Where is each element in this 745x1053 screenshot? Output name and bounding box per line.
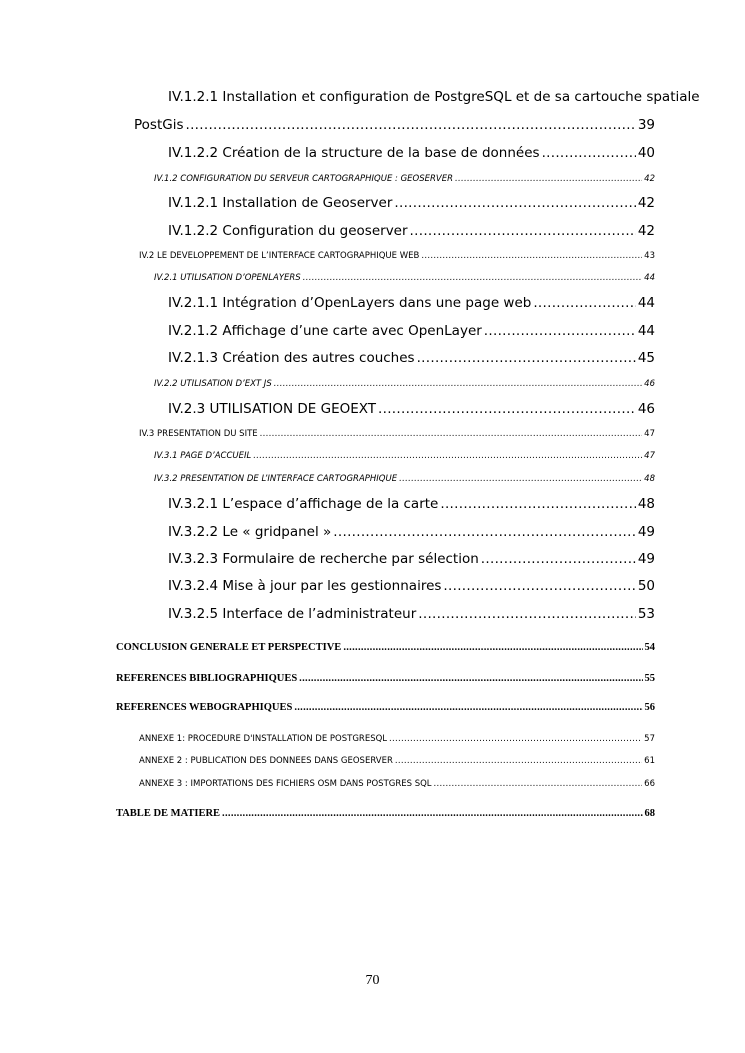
leader-dots	[395, 756, 642, 766]
toc-entry-page: 42	[644, 174, 655, 184]
toc-entry-page: 45	[637, 350, 655, 366]
toc-entry-title: IV.3.2.3 Formulaire de recherche par sélection	[168, 551, 479, 567]
toc-entry-page: 48	[637, 496, 655, 512]
toc-entry-title: IV.1.2.2 Création de la structure de la base de données	[168, 145, 540, 161]
toc-entry-page: 55	[644, 673, 655, 684]
toc-entry-title: IV.1.2 CONFIGURATION DU SERVEUR CARTOGRAPHIQUE : GEOSERVER	[154, 174, 453, 184]
leader-dots	[394, 195, 635, 211]
toc-entry[interactable]	[139, 734, 655, 744]
toc-entry-page: 46	[637, 401, 655, 417]
leader-dots	[481, 551, 636, 567]
toc-entry-title: IV.1.2.1 Installation de Geoserver	[168, 195, 393, 211]
toc-entry[interactable]	[168, 195, 655, 211]
toc-entry-postgresql-line1: IV.1.2.1 Installation et configuration de PostgreSQL et de sa cartouche spatiale	[168, 89, 700, 105]
toc-entry[interactable]	[154, 474, 655, 484]
toc-entry-title: IV.3.2.1 L’espace d’affichage de la carte	[168, 496, 439, 512]
toc-entry-page: 57	[644, 734, 655, 744]
toc-entry-page: 54	[644, 642, 655, 653]
toc-entry-page: 56	[644, 702, 655, 713]
toc-entry-page: 43	[644, 251, 655, 261]
leader-dots	[260, 429, 643, 439]
leader-dots	[533, 295, 635, 311]
toc-entry-page: 48	[644, 474, 655, 484]
toc-entry[interactable]	[168, 295, 655, 311]
leader-dots	[274, 379, 642, 389]
leader-dots	[389, 734, 642, 744]
toc-entry-page: 68	[644, 808, 655, 819]
toc-entry-title: IV.2.1.1 Intégration d’OpenLayers dans une page web	[168, 295, 532, 311]
toc-entry-title: ANNEXE 2 : PUBLICATION DES DONNEES DANS GEOSERVER	[139, 756, 393, 766]
leader-dots	[455, 174, 642, 184]
toc-entry[interactable]	[168, 145, 655, 161]
leader-dots	[443, 578, 635, 594]
toc-entry[interactable]	[168, 401, 655, 417]
toc-entry-title: CONCLUSION GENERALE ET PERSPECTIVE	[116, 642, 342, 653]
leader-dots	[410, 223, 636, 239]
toc-entry[interactable]	[154, 273, 655, 283]
leader-dots	[542, 145, 636, 161]
toc-entry[interactable]	[139, 429, 655, 439]
toc-entry[interactable]	[154, 174, 655, 184]
toc-entry-page: 49	[637, 524, 655, 540]
toc-entry-title: PostGis	[134, 117, 184, 133]
leader-dots	[222, 808, 642, 819]
toc-entry-title: IV.1.2.2 Configuration du geoserver	[168, 223, 408, 239]
toc-entry[interactable]	[154, 451, 655, 461]
leader-dots	[418, 606, 636, 622]
leader-dots	[440, 496, 635, 512]
leader-dots	[378, 401, 636, 417]
toc-entry-page: 47	[644, 429, 655, 439]
toc-entry-page: 42	[637, 195, 655, 211]
toc-entry-page: 66	[644, 779, 655, 789]
toc-entry-page: 47	[644, 451, 655, 461]
toc-entry[interactable]	[168, 551, 655, 567]
leader-dots	[417, 350, 636, 366]
toc-entry-page: 50	[637, 578, 655, 594]
toc-entry-page: 49	[637, 551, 655, 567]
toc-entry[interactable]	[116, 702, 655, 713]
leader-dots	[399, 474, 642, 484]
toc-entry-title: IV.3.2.5 Interface de l’administrateur	[168, 606, 417, 622]
toc-entry[interactable]	[168, 496, 655, 512]
toc-entry[interactable]	[116, 808, 655, 819]
toc-entry[interactable]	[116, 642, 655, 653]
toc-entry-title: TABLE DE MATIERE	[116, 808, 221, 819]
leader-dots	[333, 524, 636, 540]
toc-entry-title: IV.2 LE DEVELOPPEMENT DE L’INTERFACE CARTOGRAPHIQUE WEB	[139, 251, 420, 261]
toc-entry[interactable]	[168, 223, 655, 239]
toc-entry[interactable]	[139, 756, 655, 766]
toc-entry-title: ANNEXE 3 : IMPORTATIONS DES FICHIERS OSM DANS POSTGRES SQL	[139, 779, 432, 789]
toc-entry[interactable]	[154, 379, 655, 389]
page-number: 70	[365, 973, 380, 988]
toc-entry-title: IV.3.2 PRESENTATION DE L’INTERFACE CARTOGRAPHIQUE	[154, 474, 398, 484]
toc-entry[interactable]	[116, 673, 655, 684]
toc-entry-title: IV.2.1.2 Affichage d’une carte avec OpenLayer	[168, 323, 482, 339]
toc-entry[interactable]	[168, 524, 655, 540]
toc-entry-title: IV.2.1.3 Création des autres couches	[168, 350, 415, 366]
toc-entry-page: 46	[644, 379, 655, 389]
toc-entry-title: IV.3 PRESENTATION DU SITE	[139, 429, 258, 439]
toc-entry[interactable]	[168, 323, 655, 339]
toc-entry-postgresql[interactable]	[134, 117, 655, 133]
toc-entry-page: 44	[637, 323, 655, 339]
toc-entry[interactable]	[139, 779, 655, 789]
toc-entry[interactable]	[139, 251, 655, 261]
toc-entry-title: REFERENCES WEBOGRAPHIQUES	[116, 702, 293, 713]
toc-entry-page: 39	[637, 117, 655, 133]
toc-entry-page: 44	[637, 295, 655, 311]
toc-entry-title: IV.2.2 UTILISATION D’EXT JS	[154, 379, 272, 389]
toc-entry-page: 61	[644, 756, 655, 766]
toc-entry-title: REFERENCES BIBLIOGRAPHIQUES	[116, 673, 298, 684]
leader-dots	[303, 273, 642, 283]
leader-dots	[253, 451, 642, 461]
toc-entry-title: IV.3.2.4 Mise à jour par les gestionnaires	[168, 578, 442, 594]
toc-entry-page: 53	[637, 606, 655, 622]
toc-entry-title: IV.3.2.2 Le « gridpanel »	[168, 524, 332, 540]
toc-entry-page: 42	[637, 223, 655, 239]
leader-dots	[421, 251, 642, 261]
toc-entry-title: IV.2.3 UTILISATION DE GEOEXT	[168, 401, 377, 417]
leader-dots	[186, 117, 636, 133]
leader-dots	[343, 642, 642, 653]
leader-dots	[484, 323, 636, 339]
toc-entry[interactable]	[168, 350, 655, 366]
leader-dots	[434, 779, 643, 789]
toc-entry-title: IV.2.1 UTILISATION D’OPENLAYERS	[154, 273, 301, 283]
toc-entry-title: IV.3.1 PAGE D’ACCUEIL	[154, 451, 252, 461]
leader-dots	[294, 702, 642, 713]
toc-entry-page: 44	[644, 273, 655, 283]
toc-entry-page: 40	[637, 145, 655, 161]
toc-entry-title: ANNEXE 1: PROCEDURE D'INSTALLATION DE POSTGRESQL	[139, 734, 388, 744]
toc-entry[interactable]	[168, 606, 655, 622]
toc-entry[interactable]	[168, 578, 655, 594]
leader-dots	[299, 673, 642, 684]
